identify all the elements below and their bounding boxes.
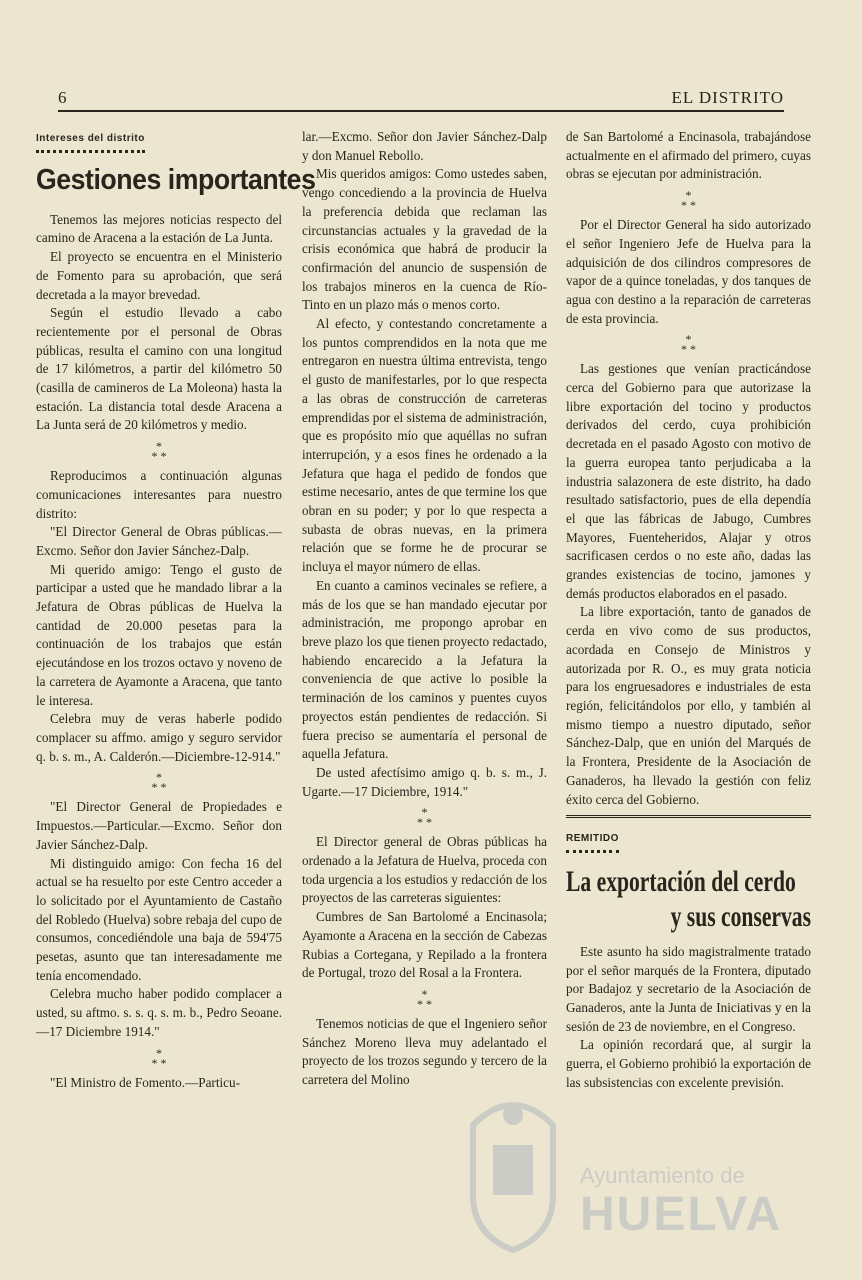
column-1 [36,128,316,1092]
watermark-line-1: Ayuntamiento de [580,1163,745,1188]
publication-title: EL DISTRITO [671,88,784,107]
paragraph: Cumbres de San Bartolomé a Encinasola; Ayamonte a Aracena en la sección de Cabezas Rubias a Cortegana, y Repilado a la frontera de Portugal, trozo del Rosal a la Frontera. [302,909,547,981]
paragraph: de San Bartolomé a Encinasola, trabajándose actualmente en el afirmado del primero, cuyas obras se ejecutan por administración. [566,129,811,182]
asterism-separator: * * * [151,770,167,795]
paragraph: La libre exportación, tanto de ganados de cerda en vivo como de sus productos, acordada en Consejo de Ministros y autorizada por R. O., es muy grata noticia para los engruesadores e industriales de esta región, felicitándolos por ello, y también al mismo tiempo a nuestro diputado, señor Sánchez-Dalp, que en unión del Marqués de la Frontera, Presidente de la Asociación de Ganaderos, ha llevado la gestión con feliz éxito cerca del Gobierno. [566,604,811,807]
paragraph: "El Director General de Obras públicas.—Excmo. Señor don Javier Sánchez-Dalp. [36,524,282,558]
paragraph: Por el Director General ha sido autorizado el señor Ingeniero Jefe de Huelva para la adquisición de dos cilindros compresores de vapor de a quince toneladas, y dos tanques de agua con destino a la reparación de carreteras de esta provincia. [566,217,811,326]
paragraph: Al efecto, y contestando concretamente a los puntos comprendidos en la nota que me entregaron en nuestra última entrevista, tengo el gusto de manifestarles, por lo que respecta a las obras de construcción de carreteras emprendidas por el sistema de administración, que es propósito mío que aquéllas no sufran interrupción, y a esos fines he ordenado a la Jefatura que haga el pedido de fondos que estime necesario, antes de que termine los que obran en su poder; y por lo que respecta a subasta de obras nuevas, en la primera relación que se forme he de procurar se incluya el mayor número de ellas. [302,316,547,575]
paragraph: lar.—Excmo. Señor don Javier Sánchez-Dalp y don Manuel Rebollo. [302,129,547,163]
paragraph: "El Ministro de Fomento.—Particu- [50,1074,240,1090]
paragraph: Según el estudio llevado a cabo recientemente por el personal de Obras públicas, resulta el camino con una longitud de 17 kilómetros, a partir del kilómetro 50 (casilla de camineros de La Moleona) hasta la estación. La distancia total desde Aracena a La Junta será de 20 kilómetros y medio. [36,305,282,433]
paragraph: El Director general de Obras públicas ha ordenado a la Jefatura de Huelva, proceda con toda urgencia a los estudios y redacción de los proyectos de las carreteras siguientes: [302,834,547,906]
section-label: REMITIDO [566,830,619,853]
paragraph: Mi querido amigo: Tengo el gusto de participar a usted que he mandado librar a la Jefatura de Obras públicas de Huelva la cantidad de 20.000 pesetas para la continuación de los trabajos que están ejecutándose en los trozos octavo y noveno de la carretera de Ayamonte a Aracena, que tanto le interesa. [36,561,282,708]
paragraph: Tenemos noticias de que el Ingeniero señor Sánchez Moreno lleva muy adelantado el proyecto de los trozos segundo y tercero de la carretera del Molino [302,1015,547,1088]
paragraph: El proyecto se encuentra en el Ministerio de Fomento para su aprobación, que será decretada a la mayor brevedad. [36,249,282,302]
paragraph: Celebra muy de veras haberle podido complacer su affmo. amigo y seguro servidor q. b. s. m., A. Calderón.—Diciembre-12-914." [36,711,282,764]
paragraph: La opinión recordará que, al surgir la guerra, el Gobierno prohibió la exportación de las subsistencias con excelente previsión. [566,1037,811,1090]
article-headline: Gestiones importantes [36,163,316,196]
paragraph: De usted afectísimo amigo q. b. s. m., J. Ugarte.—17 Diciembre, 1914." [302,764,547,799]
asterism-separator: * * * [681,332,696,357]
page-number: 6 [58,88,67,107]
watermark-line-2: HUELVA [580,1188,783,1241]
archive-watermark [458,1085,783,1255]
paragraph: Tenemos las mejores noticias respecto del camino de Aracena a la estación de La Junta. [36,211,282,246]
paragraph: Mi distinguido amigo: Con fecha 16 del actual se ha resuelto por este Centro acceder a lo solicitado por el Ayuntamiento de Castaño del Robledo (Huelva) sobre rebaja del cupo de consumos, concediéndole una baja de 594'75 pesetas, asunto que tan interesadamente me tenía encomendado. [36,855,282,983]
asterism-separator: * * * [151,1045,167,1070]
section-divider [566,815,811,818]
paragraph: Este asunto ha sido magistralmente tratado por el señor marqués de la Frontera, diputado por Badajoz y secretario de la Asociación de Ganaderos, ante la Junta de Iniciativas y en la sesión de 23 de noviembre, en el Congreso. [566,943,811,1034]
asterism-separator: * * * [417,805,432,830]
article-headline: La exportación del cerdo [566,864,796,898]
asterism-separator: * * * [417,986,432,1011]
paragraph: Mis queridos amigos: Como ustedes saben, vengo concediendo a la provincia de Huelva la preferencia debida que reclaman las circunstancias actuales y la gravedad de la crisis económica que habrá de producir la confirmación del anuncio de suspensión de los trabajos mineros en la cuenca de Río-Tinto en un plazo más o menos corto. [302,166,547,313]
paragraph: Las gestiones que venían practicándose cerca del Gobierno para que autorizase la libre exportación del tocino y productos derivados del cerdo, cuya prohibición decretada en el pasado Agosto con motivo de la guerra europea tanto perjudicaba a la industria salazonera de este distrito, ha dado resultado satisfactorio, pues de ella dependía el que las fábricas de Jabugo, Cumbres Mayores, Fuenteheridos, Alajar y otros sacrificasen cerdos o no este año, dadas las grandes existencias de tocino, jamones y demás productos elaborados en el pasado. [566,361,811,601]
paragraph: En cuanto a caminos vecinales se refiere, a más de los que se han mandado ejecutar por administración, me propongo aprobar en breve plazo los que tienen proyecto redactado, habiendo encarecido a la Jefatura la conveniencia de que active lo posible la terminación de los caminos y puentes cuyos proyectos están pendientes de redacción. Si fuera preciso se aumentaría el personal de aquella Jefatura. [302,577,547,762]
column-2 [302,128,547,1090]
section-label: Intereses del distrito [36,130,145,153]
article-headline-line2: y sus conservas [670,899,811,933]
page-header [58,86,784,112]
asterism-separator: * * * [681,188,696,213]
asterism-separator: * * * [151,439,167,464]
coat-of-arms-icon [458,1085,568,1255]
paragraph: "El Director General de Propiedades e Impuestos.—Particular.—Excmo. Señor don Javier Sánchez-Dalp. [36,799,282,852]
column-3 [566,128,811,1093]
paragraph: Celebra mucho haber podido complacer a usted, su aftmo. s. s. q. s. m. b., Pedro Seoane.—17 Diciembre 1914." [36,986,282,1039]
paragraph: Reproducimos a continuación algunas comunicaciones interesantes para nuestro distrito: [36,468,282,521]
